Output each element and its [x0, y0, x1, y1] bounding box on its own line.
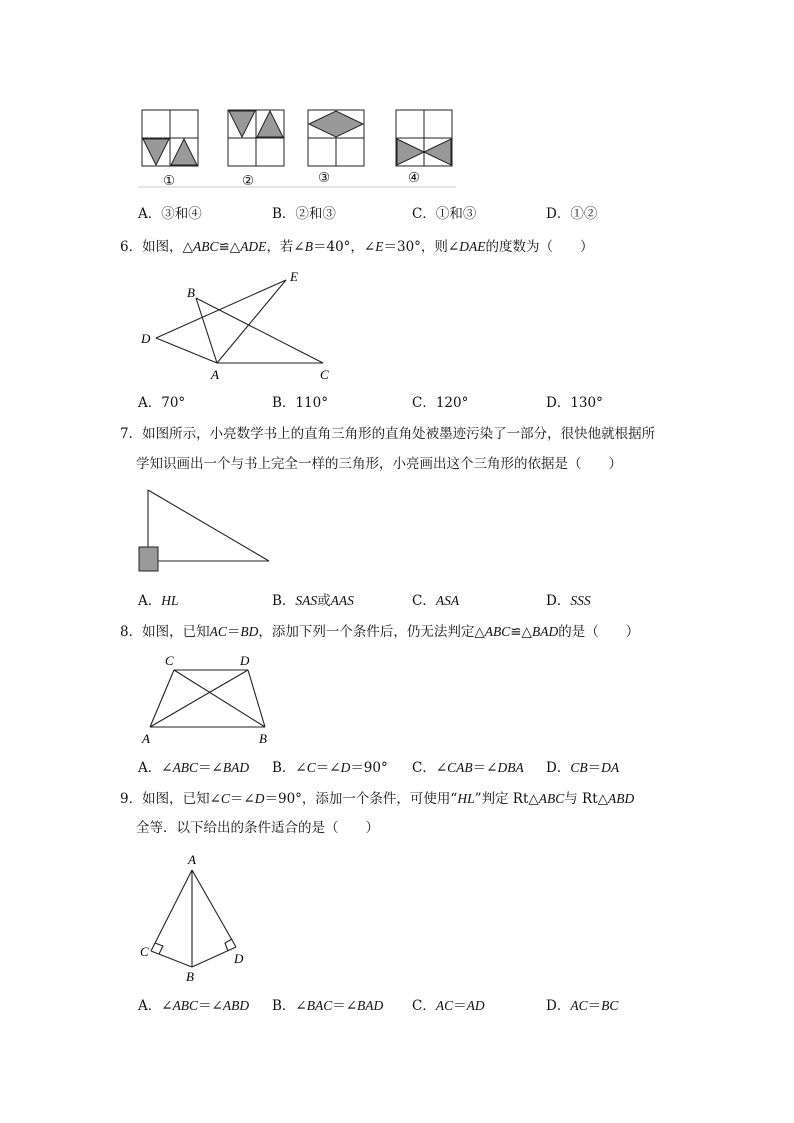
q8-label-D: D	[240, 653, 250, 668]
q5-option-c[interactable]: C．①和③	[412, 206, 477, 222]
q8-option-c[interactable]: C．∠CAB＝∠DBA	[412, 760, 524, 776]
q7-option-d[interactable]: D．SSS	[546, 593, 591, 609]
q8-option-a[interactable]: A．∠ABC＝∠BAD	[138, 760, 250, 776]
q9-number: 9．	[120, 791, 143, 807]
q7-stem-line-1: 7．如图所示，小亮数学书上的直角三角形的直角处被墨迹污染了一部分，很快他就根据所	[120, 426, 656, 442]
q5-option-b[interactable]: B．②和③	[272, 206, 336, 222]
q6-stem: 6．如图，△ABC≌△ADE，若∠B＝40°，∠E＝30°，则∠DAE的度数为（ ）	[120, 239, 594, 255]
q8-segment-AC	[150, 670, 174, 727]
q5-figure-label-4: ④	[408, 170, 421, 186]
q9-option-d[interactable]: D．AC＝BC	[546, 998, 619, 1014]
q6-number: 6．	[120, 239, 143, 255]
q7-hypotenuse	[148, 490, 269, 561]
q6-figure	[136, 265, 336, 385]
q8-figure	[136, 650, 276, 748]
q9-option-c[interactable]: C．AC＝AD	[412, 998, 485, 1014]
q5-option-d[interactable]: D．①②	[546, 206, 598, 222]
q8-label-A: A	[142, 731, 150, 746]
q9-label-D: D	[234, 951, 244, 966]
q6-option-c[interactable]: C．120°	[412, 395, 469, 411]
q9-stem-line-1: 9．如图，已知∠C＝∠D＝90°，添加一个条件，可使用“HL”判定 Rt△ABC与 Rt△ABD	[120, 791, 635, 807]
q9-segment-AD	[192, 870, 236, 947]
q8-number: 8．	[120, 624, 143, 640]
q5-figure-label-3: ③	[318, 170, 331, 186]
q6-label-A: A	[211, 367, 219, 382]
q5-option-a[interactable]: A．③和④	[138, 206, 202, 222]
q5-figure-label-2: ②	[242, 173, 255, 189]
q9-label-B: B	[186, 969, 194, 984]
q7-option-b[interactable]: B．SAS或AAS	[272, 593, 354, 609]
q6-option-a[interactable]: A．70°	[138, 395, 186, 411]
q9-right-angle-C	[155, 943, 163, 954]
q9-segment-CB	[151, 951, 192, 967]
q5-figure-3	[308, 110, 364, 166]
q5-figure-4	[396, 110, 452, 166]
q6-option-b[interactable]: B．110°	[272, 395, 328, 411]
q8-segment-AD	[150, 670, 248, 727]
q9-label-C: C	[140, 944, 149, 959]
q9-stem-line-2: 全等．以下给出的条件适合的是（ ）	[136, 820, 379, 836]
q7-option-c[interactable]: C．ASA	[412, 593, 460, 609]
q9-label-A: A	[188, 852, 196, 867]
q6-label-B: B	[187, 285, 195, 300]
q9-segment-BD	[192, 947, 236, 967]
q8-segment-BC	[174, 670, 265, 727]
q8-label-C: C	[165, 653, 174, 668]
q6-label-E: E	[290, 269, 298, 284]
q7-stem-line-2: 学知识画出一个与书上完全一样的三角形，小亮画出这个三角形的依据是（ ）	[136, 456, 622, 472]
q6-label-C: C	[320, 367, 329, 382]
q5-figure-1	[142, 110, 198, 166]
q9-segment-AC	[151, 870, 192, 951]
q8-stem: 8．如图，已知AC＝BD，添加下列一个条件后，仍无法判定△ABC≌△BAD的是（ ）	[120, 624, 640, 640]
q8-option-d[interactable]: D．CB＝DA	[546, 760, 620, 776]
q7-figure	[134, 486, 274, 576]
q5-figure-label-1: ①	[163, 173, 176, 189]
q9-option-a[interactable]: A．∠ABC＝∠ABD	[138, 998, 250, 1014]
q6-option-d[interactable]: D．130°	[546, 395, 603, 411]
q9-option-b[interactable]: B．∠BAC＝∠BAD	[272, 998, 384, 1014]
q5-figure-2	[228, 110, 284, 166]
q8-option-b[interactable]: B．∠C＝∠D＝90°	[272, 760, 388, 776]
q7-number: 7．	[120, 426, 143, 442]
q9-figure	[136, 848, 248, 986]
q7-ink-blot	[139, 547, 158, 571]
q6-label-D: D	[141, 331, 151, 346]
q7-option-a[interactable]: A．HL	[138, 593, 179, 609]
q8-label-B: B	[259, 731, 267, 746]
